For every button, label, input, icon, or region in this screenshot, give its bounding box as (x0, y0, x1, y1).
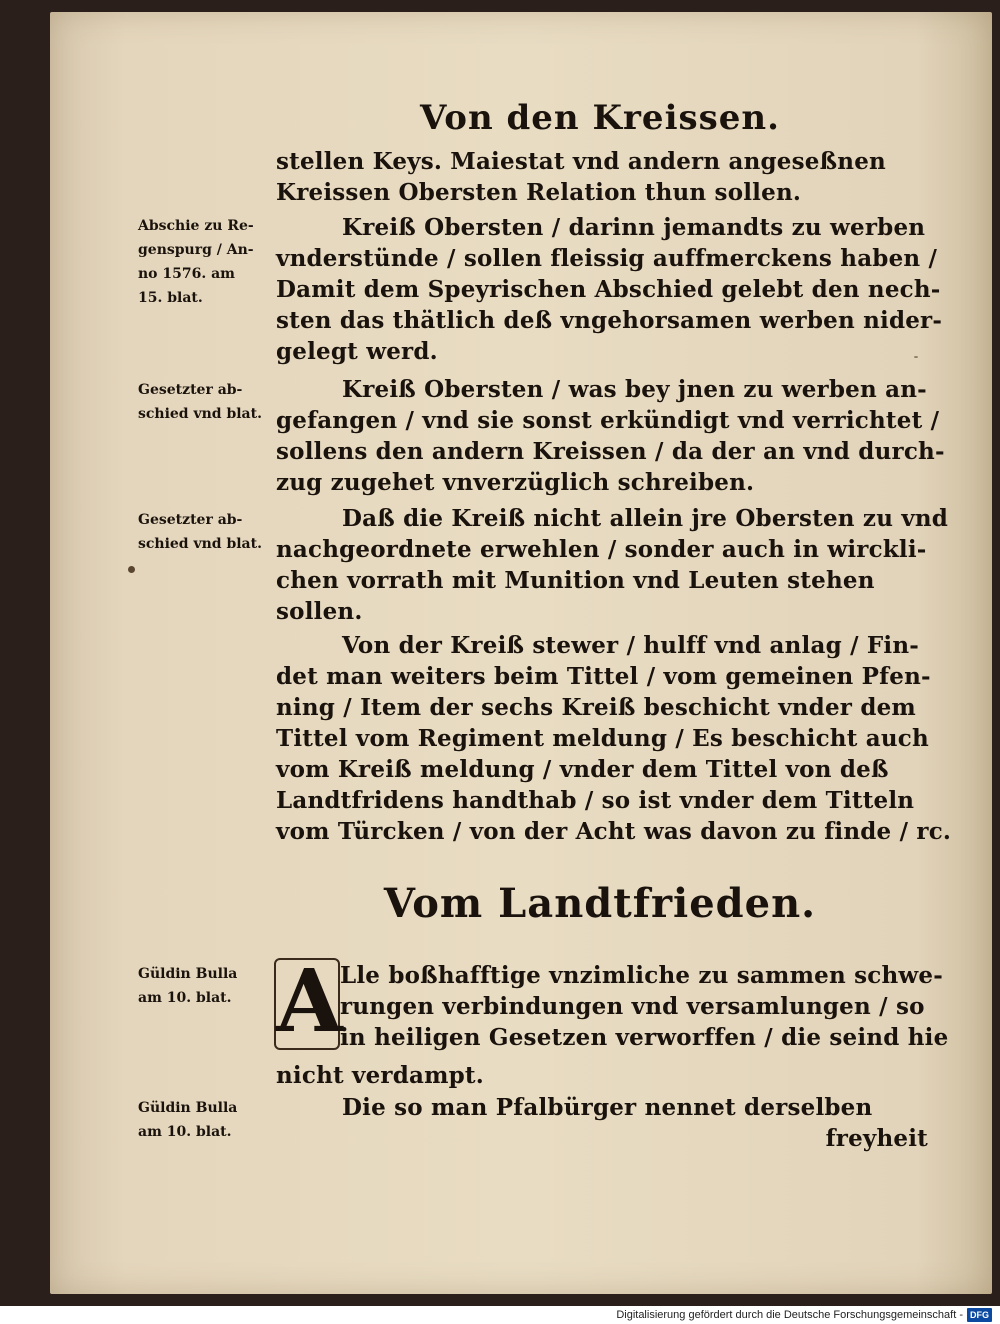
margin-note: Gesetzter ab- schied vnd blat. (138, 512, 262, 552)
running-head: Von den Kreissen. (420, 98, 780, 138)
text-line: det man weiters beim Tittel / vom gemeinen Pfen- (276, 663, 931, 690)
text-line: vom Kreiß meldung / vnder dem Tittel von deß (276, 756, 889, 783)
text-line: Kreiß Obersten / darinn jemandts zu werben (342, 214, 926, 241)
text-line: ning / Item der sechs Kreiß beschicht vnder dem (276, 694, 916, 721)
text-line: Landtfridens handthab / so ist vnder dem Titteln (276, 787, 915, 814)
text-line: Von der Kreiß stewer / hulff vnd anlag / Fin- (342, 632, 920, 659)
footer-text: Digitalisierung gefördert durch die Deutsche Forschungsgemeinschaft - (616, 1309, 963, 1321)
paragraph (276, 374, 945, 498)
paragraph-continuation (276, 146, 936, 208)
text-line: gefangen / vnd sie sonst erkündigt vnd verrichtet / (276, 407, 940, 434)
text-line: rungen verbindungen vnd versamlungen / so (340, 993, 925, 1020)
text-line: vnderstünde / sollen fleissig auffmerckens haben / (276, 245, 938, 272)
text-line: sollens den andern Kreissen / da der an vnd durch- (276, 438, 945, 465)
margin-note: Gesetzter ab- schied vnd blat. (138, 382, 262, 422)
text-line: Kreissen Obersten Relation thun sollen. (276, 179, 802, 206)
text-line: Lle boßhafftige vnzimliche zu sammen schwe- (340, 962, 943, 989)
paragraph (276, 212, 943, 367)
catchword: freyheit (825, 1125, 928, 1152)
text-line: in heiligen Gesetzen verworffen / die seind hie (340, 1024, 949, 1051)
text-line: gelegt werd. (276, 338, 438, 365)
text-line: Tittel vom Regiment meldung / Es beschicht auch (276, 725, 929, 752)
paragraph-end (276, 1060, 936, 1091)
decorated-initial: A (276, 951, 343, 1052)
text-line: Kreiß Obersten / was bey jnen zu werben an- (342, 376, 927, 403)
text-line: chen vorrath mit Munition vnd Leuten stehen (276, 567, 875, 594)
text-line: sten das thätlich deß vngehorsamen werben nider- (276, 307, 943, 334)
margin-note: Güldin Bulla am 10. blat. (138, 966, 238, 1006)
paragraph (276, 503, 949, 627)
paper-spot (914, 356, 918, 358)
text-line: nachgeordnete erwehlen / sonder auch in wirckli- (276, 536, 927, 563)
text-line: sollen. (276, 598, 363, 625)
text-line: Daß die Kreiß nicht allein jre Obersten zu vnd (342, 505, 949, 532)
paragraph (340, 960, 949, 1053)
dfg-logo-icon: DFG (967, 1308, 992, 1322)
text-line: vom Türcken / von der Acht was davon zu finde / rc. (276, 818, 952, 845)
paragraph (276, 630, 952, 847)
margin-note: Abschie zu Re- genspurg / An- no 1576. am 15. blat. (138, 218, 254, 306)
section-title: Vom Landtfrieden. (383, 880, 817, 927)
text-line: Die so man Pfalbürger nennet derselben (342, 1094, 873, 1121)
paper-spot (128, 566, 135, 573)
margin-note: Güldin Bulla am 10. blat. (138, 1100, 238, 1140)
digitization-footer (616, 1306, 992, 1324)
text-line: Damit dem Speyrischen Abschied gelebt den nech- (276, 276, 941, 303)
text-line: stellen Keys. Maiestat vnd andern angeseßnen (276, 148, 886, 175)
text-line: zug zugehet vnverzüglich schreiben. (276, 469, 755, 496)
paragraph (276, 1092, 936, 1154)
text-line: nicht verdampt. (276, 1062, 484, 1089)
